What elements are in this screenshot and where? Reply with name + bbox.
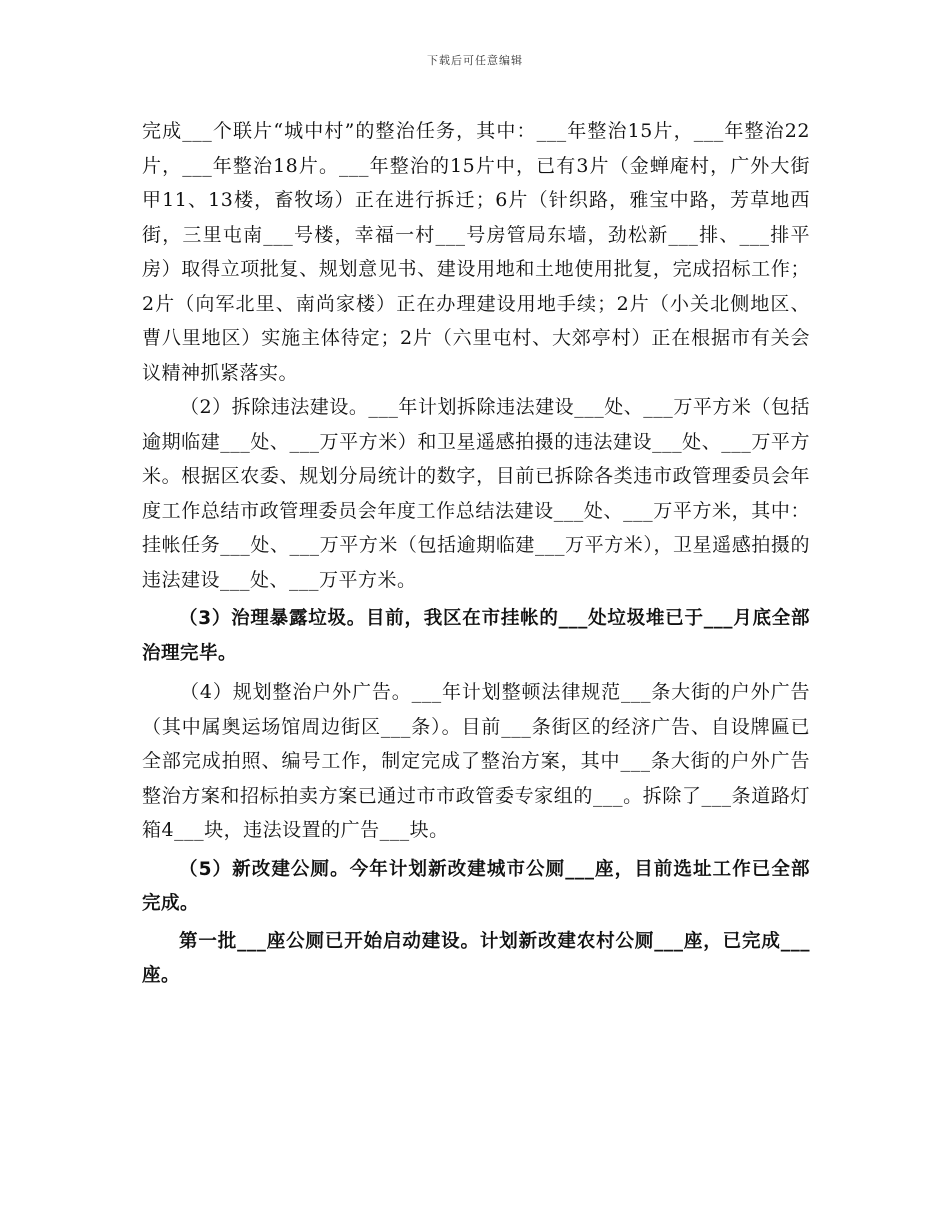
document-body	[142, 114, 810, 994]
paragraph-first-batch: 第一批___座公厕已开始启动建设。计划新改建农村公厕___座，已完成___座。	[142, 930, 810, 986]
paragraph-outdoor-ads: （4）规划整治户外广告。___年计划整顿法律规范___条大街的户外广告（其中属奥运场馆周边街区___条）。目前___条街区的经济广告、自设牌匾已全部完成拍照、编号工作，制定完成了整治方案，其中___条大街的户外广告整治方案和招标拍卖方案已通过市市政管委专家组的___。拆除了___条道路灯箱4___块，违法设置的广告___块。	[142, 681, 810, 841]
paragraph-urban-village: 完成___个联片“城中村”的整治任务，其中：___年整治15片，___年整治22片，___年整治18片。___年整治的15片中，已有3片（金蝉庵村，广外大街甲11、13楼，畜牧场）正在进行拆迁；6片（针织路，雅宝中路，芳草地西街，三里屯南___号楼，幸福一村___号房管局东墙，劲松新___排、___排平房）取得立项批复、规划意见书、建设用地和土地使用批复，完成招标工作；2片（向军北里、南尚家楼）正在办理建设用地手续；2片（小关北侧地区、曹八里地区）实施主体待定；2片（六里屯村、大郊亭村）正在根据市有关会议精神抓紧落实。	[142, 120, 810, 384]
page-header: 下载后可任意编辑	[427, 54, 523, 67]
paragraph-illegal-construction: （2）拆除违法建设。___年计划拆除违法建设___处、___万平方米（包括逾期临建___处、___万平方米）和卫星遥感拍摄的违法建设___处、___万平方米。根据区农委、规划分局统计的数字，目前已拆除各类违市政管理委员会年度工作总结市政管理委员会年度工作总结法建设___处、___万平方米，其中：挂帐任务___处、___万平方米（包括逾期临建___万平方米），卫星遥感拍摄的违法建设___处、___万平方米。	[142, 396, 810, 591]
paragraph-garbage: （3）治理暴露垃圾。目前，我区在市挂帐的___处垃圾堆已于___月底全部治理完毕。	[142, 608, 810, 664]
paragraph-public-toilets: （5）新改建公厕。今年计划新改建城市公厕___座，目前选址工作已全部完成。	[142, 858, 810, 914]
